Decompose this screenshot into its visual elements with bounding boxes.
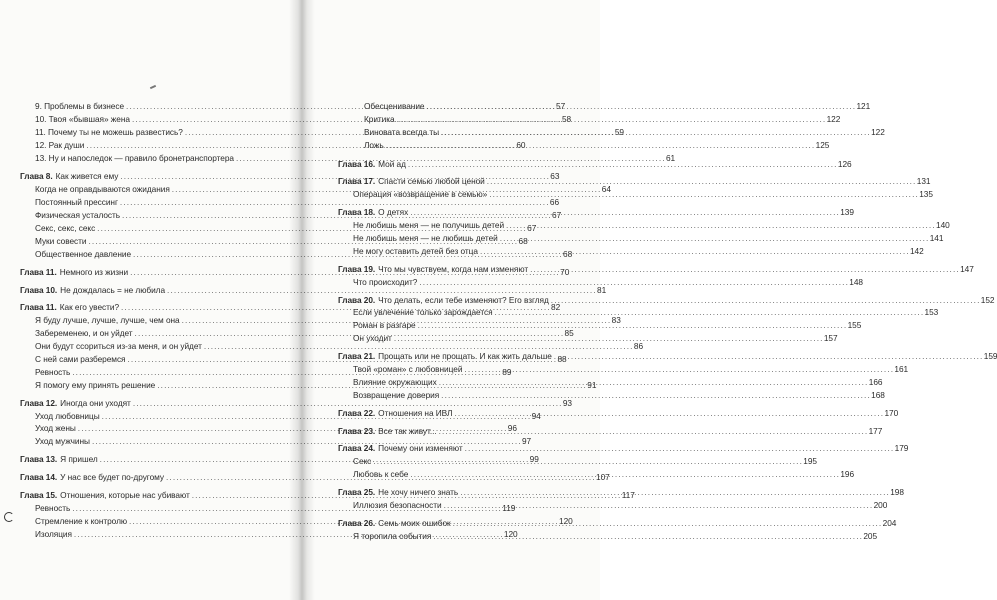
page-number: 140 <box>936 220 950 231</box>
toc-chapter-entry <box>338 294 995 307</box>
page-number: 119 <box>502 502 516 513</box>
chapter-label: Глава 17. <box>338 176 376 187</box>
page-number: 117 <box>621 490 635 501</box>
page-number: 57 <box>556 101 566 111</box>
dot-leader <box>495 306 923 319</box>
page-number: 66 <box>549 197 560 208</box>
page-number: 82 <box>551 302 561 313</box>
entry-title: Что мы чувствуем, когда нам изменяют <box>378 263 529 274</box>
entry-title: У нас все будет по-другому <box>60 472 164 483</box>
dot-leader <box>460 486 888 499</box>
page-number: 121 <box>856 101 871 111</box>
page-number: 93 <box>562 397 572 408</box>
entry-title: Общественное давление <box>35 248 132 259</box>
page-number: 68 <box>563 248 573 259</box>
chapter-label: Глава 16. <box>338 158 376 169</box>
dot-leader <box>408 158 836 171</box>
entry-title: Не дождалась = не любила <box>60 284 166 295</box>
toc-chapter-entry <box>338 350 997 363</box>
toc-section-entry <box>20 435 532 448</box>
dot-leader <box>500 232 928 245</box>
toc-section-entry <box>338 306 939 319</box>
entry-title: Семь моих ошибок <box>378 517 451 528</box>
page-number: 179 <box>894 443 909 454</box>
chapter-label: Глава 11. <box>20 302 57 313</box>
entry-title: Почему они изменяют <box>378 443 463 454</box>
entry-title: Когда не оправдываются ожидания <box>35 184 170 195</box>
page-number: 161 <box>894 364 909 375</box>
page-number: 155 <box>847 320 862 331</box>
entry-title: Прощать или не прощать. И как жить дальше <box>378 351 552 362</box>
chapter-label: Глава 24. <box>338 443 376 454</box>
toc-section-entry <box>338 530 878 543</box>
chapter-label: Глава 8. <box>20 171 53 182</box>
pencil-mark <box>150 85 156 89</box>
chapter-label: Глава 22. <box>338 407 376 418</box>
entry-title: Обесценивание <box>364 101 425 111</box>
dot-leader <box>433 530 861 543</box>
entry-title: Ревность <box>35 366 71 377</box>
dot-leader <box>410 206 838 219</box>
chapter-label: Глава 20. <box>338 294 376 305</box>
dot-leader <box>506 219 934 232</box>
dot-leader <box>439 425 867 438</box>
dot-leader <box>480 245 908 258</box>
page-number: 58 <box>561 113 572 124</box>
page-number: 83 <box>611 315 621 326</box>
entry-title: Все так живут... <box>378 425 437 436</box>
toc-chapter-entry <box>338 407 899 420</box>
dot-leader <box>410 468 838 481</box>
toc-section-entry <box>338 219 950 232</box>
toc-section-entry <box>338 100 871 113</box>
page-number: 94 <box>531 410 541 421</box>
dot-leader <box>489 188 917 201</box>
page-number: 157 <box>823 333 838 344</box>
toc-section-entry <box>338 332 838 345</box>
chapter-label: Глава 21. <box>338 351 376 362</box>
entry-title: Отношения, которые нас убивают <box>60 490 190 501</box>
entry-title: Секс, секс, секс <box>35 223 96 234</box>
page-number: 60 <box>516 139 526 150</box>
page-number: 81 <box>597 284 607 295</box>
chapter-label: Глава 12. <box>20 397 58 408</box>
dot-leader <box>373 455 801 468</box>
toc-section-entry <box>338 113 841 126</box>
entry-title: Если увлечение только зарождается <box>353 307 493 318</box>
page-number: 68 <box>518 235 528 246</box>
chapter-label: Глава 15. <box>20 490 58 501</box>
page-number: 195 <box>803 456 817 467</box>
toc-section-entry <box>338 139 830 152</box>
entry-title: Постоянный прессинг <box>35 197 118 208</box>
entry-title: Не хочу ничего знать <box>378 487 459 498</box>
page-number: 148 <box>849 276 863 287</box>
page-number: 120 <box>503 528 518 539</box>
toc-chapter-entry <box>338 158 852 171</box>
chapter-label: Глава 10. <box>20 284 58 295</box>
dot-leader <box>453 517 881 530</box>
entry-title: Твой «роман» с любовницей <box>353 364 463 375</box>
page-number: 126 <box>837 158 852 169</box>
dot-leader <box>426 100 854 113</box>
page-number: 64 <box>601 184 611 195</box>
page-number: 63 <box>550 171 560 182</box>
page-number: 196 <box>840 469 855 480</box>
entry-title: Муки совести <box>35 235 87 246</box>
entry-title: Возвращение доверия <box>353 389 440 400</box>
entry-title: О детях <box>378 207 409 218</box>
dot-leader <box>454 407 882 420</box>
page-number: 159 <box>983 351 997 362</box>
entry-title: Я помогу ему принять решение <box>35 379 156 390</box>
entry-title: Ложь <box>364 139 384 150</box>
page-number: 96 <box>507 423 517 434</box>
chapter-label: Глава 11. <box>20 266 57 277</box>
toc-chapter-entry <box>338 175 931 188</box>
page-number: 142 <box>909 245 924 256</box>
page-number: 125 <box>815 139 830 150</box>
entry-title: Изоляция <box>35 528 72 539</box>
entry-title: 11. Почему ты не можешь развестись? <box>35 126 183 137</box>
page-number: 153 <box>924 307 939 318</box>
entry-title: 9. Проблемы в бизнесе <box>35 101 125 111</box>
toc-section-entry <box>338 455 817 468</box>
entry-title: Не любишь меня — не любишь детей <box>353 233 498 244</box>
dot-leader <box>394 332 822 345</box>
dot-leader <box>487 175 915 188</box>
page-edge-mark <box>4 512 14 522</box>
chapter-label: Глава 14. <box>20 472 58 483</box>
toc-section-entry <box>338 363 909 376</box>
chapter-label: Глава 18. <box>338 207 376 218</box>
entry-title: Не могу оставить детей без отца <box>353 245 478 256</box>
page-number: 99 <box>529 454 539 465</box>
dot-leader <box>554 350 982 363</box>
entry-title: Мой ад <box>378 158 406 169</box>
page-number: 61 <box>665 152 676 163</box>
entry-title: Уход любовницы <box>35 410 100 421</box>
entry-title: Ревность <box>35 502 71 513</box>
page-number: 91 <box>587 379 597 390</box>
page-number: 170 <box>884 407 899 418</box>
entry-title: Стремление к контролю <box>35 515 128 526</box>
page-number: 107 <box>596 472 610 483</box>
toc-chapter-entry <box>20 397 572 410</box>
entry-title: Что делать, если тебе изменяют? Его взгляд <box>378 294 549 305</box>
entry-title: Любовь к себе <box>353 469 409 480</box>
dot-leader <box>419 276 847 289</box>
dot-leader <box>444 499 872 512</box>
toc-chapter-entry <box>338 442 909 455</box>
entry-title: 13. Ну и напоследок — правило бронетранспортера <box>35 152 234 163</box>
entry-title: Влияние окружающих <box>353 376 437 387</box>
page-number: 67 <box>552 210 562 221</box>
page-number: 85 <box>564 328 574 339</box>
page-number: 152 <box>980 294 995 305</box>
toc-section-entry <box>338 499 888 512</box>
toc-section-entry <box>20 196 560 209</box>
dot-leader <box>464 363 892 376</box>
dot-leader <box>530 263 958 276</box>
dot-leader <box>551 294 979 307</box>
page-number: 147 <box>960 263 974 274</box>
toc-chapter-entry <box>338 263 974 276</box>
dot-leader <box>397 113 825 126</box>
entry-title: Он уходит <box>353 333 392 344</box>
toc-section-entry <box>20 340 644 353</box>
chapter-label: Глава 19. <box>338 263 376 274</box>
toc-section-entry <box>338 389 885 402</box>
chapter-label: Глава 26. <box>338 517 376 528</box>
entry-title: Секс <box>353 456 372 467</box>
page-number: 177 <box>868 425 883 436</box>
chapter-label: Глава 25. <box>338 487 376 498</box>
dot-leader <box>441 389 869 402</box>
entry-title: Виновата всегда ты <box>364 126 440 137</box>
toc-section-entry <box>338 276 863 289</box>
dot-leader <box>418 319 846 332</box>
entry-title: Как живется ему <box>55 171 119 182</box>
entry-title: Уход мужчины <box>35 436 90 447</box>
page-number: 131 <box>916 176 931 187</box>
entry-title: Иногда они уходят <box>60 397 131 408</box>
entry-title: Иллюзия безопасности <box>353 500 442 511</box>
page-number: 200 <box>873 500 888 511</box>
page-number: 166 <box>868 376 883 387</box>
entry-title: Уход жены <box>35 423 76 434</box>
entry-title: С ней сами разберемся <box>35 354 126 365</box>
entry-title: 12. Рак души <box>35 139 85 150</box>
entry-title: Роман в разгаре <box>353 320 416 331</box>
page-number: 70 <box>560 266 570 277</box>
page-number: 198 <box>890 487 904 498</box>
toc-section-entry <box>338 232 944 245</box>
page-number: 204 <box>882 517 897 528</box>
page-number: 141 <box>929 233 944 244</box>
page-number: 120 <box>559 515 573 526</box>
page-number: 139 <box>840 207 854 218</box>
chapter-label: Глава 13. <box>20 454 58 465</box>
entry-title: Немного из жизни <box>59 266 129 277</box>
page-number: 97 <box>521 436 532 447</box>
page-number: 122 <box>871 126 885 137</box>
entry-title: Критика <box>364 113 395 124</box>
entry-title: Я буду лучше, лучше, лучше, чем она <box>35 315 180 326</box>
dot-leader <box>441 126 869 139</box>
toc-section-entry <box>338 245 924 258</box>
page-number: 122 <box>826 113 841 124</box>
entry-title: 10. Твоя «бывшая» жена <box>35 113 130 124</box>
page-number: 135 <box>919 189 933 200</box>
entry-title: Операция «возвращение в семью» <box>353 189 488 200</box>
toc-chapter-entry <box>20 284 607 297</box>
dot-leader <box>386 139 814 152</box>
page-number: 59 <box>614 126 624 137</box>
page-number: 168 <box>871 389 885 400</box>
chapter-label: Глава 23. <box>338 425 376 436</box>
toc-chapter-entry <box>338 425 883 438</box>
entry-title: Я пришел <box>60 454 98 465</box>
toc-chapter-entry <box>338 517 897 530</box>
page-number: 88 <box>557 354 567 365</box>
page-number: 86 <box>633 341 644 352</box>
page-number: 67 <box>527 223 537 234</box>
entry-title: Что происходит? <box>353 276 418 287</box>
toc-chapter-entry <box>338 206 854 219</box>
page-number: 89 <box>502 366 512 377</box>
page-number: 205 <box>863 530 878 541</box>
entry-title: Они будут ссориться из-за меня, и он уйдет <box>35 341 202 352</box>
entry-title: Спасти семью любой ценой <box>378 176 485 187</box>
entry-title: Я торопила события <box>353 530 432 541</box>
entry-title: Физическая усталость <box>35 210 121 221</box>
entry-title: Не любишь меня — не получишь детей <box>353 220 505 231</box>
entry-title: Забеременею, и он уйдет <box>35 328 133 339</box>
entry-title: Как его увести? <box>59 302 120 313</box>
dot-leader <box>465 442 893 455</box>
entry-title: Отношения на ИВЛ <box>378 407 453 418</box>
dot-leader <box>439 376 867 389</box>
